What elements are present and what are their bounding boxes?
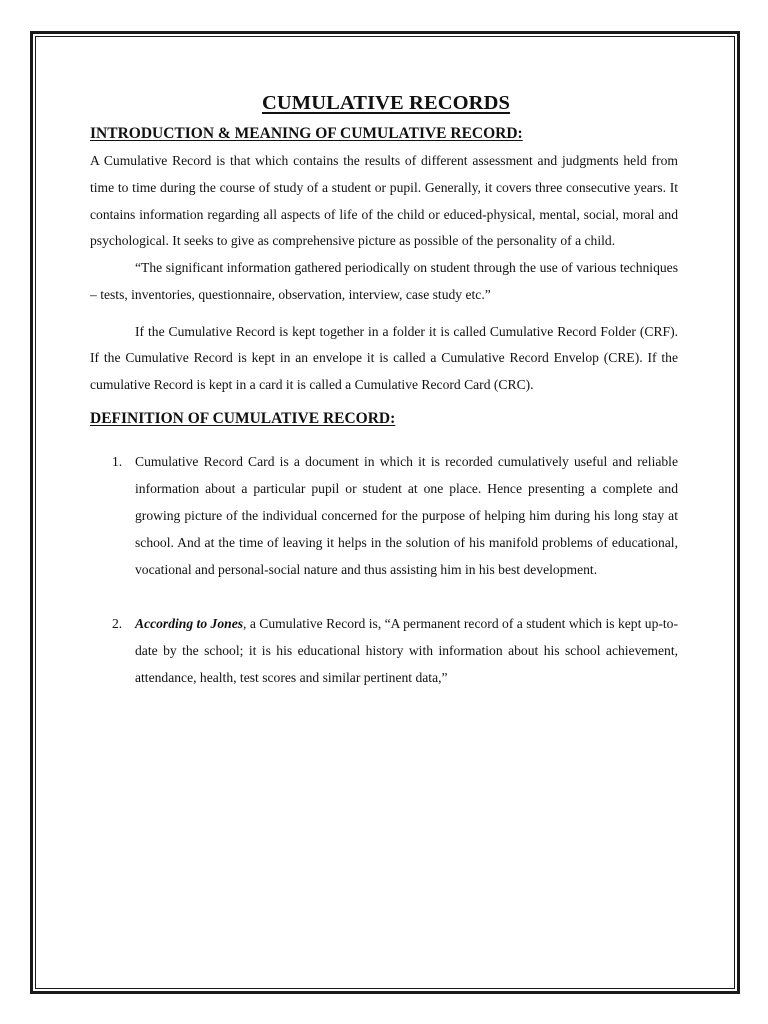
definition-list — [90, 448, 678, 691]
definition-heading: DEFINITION OF CUMULATIVE RECORD: — [90, 409, 396, 427]
list-item-text: Cumulative Record Card is a document in which it is recorded cumulatively useful and reliable information about a particular pupil or student at one place. Hence presenting a complete and growing picture of the individual concerned for the purpose of helping him during his long stay at school. And at the time of leaving it helps in the solution of his manifold problems of educational, vocational and personal-social nature and thus assisting him in his best development. — [135, 454, 678, 578]
list-item-number: 2. — [112, 616, 123, 632]
list-item — [90, 448, 678, 583]
list-item — [90, 610, 678, 691]
list-item-text: , a Cumulative Record is, “A permanent record of a student which is kept up-to-date by the school; it is his educational history with information about his school achievement, attendance, health, test scores and similar pertinent data,” — [135, 616, 678, 686]
folder-paragraph: If the Cumulative Record is kept together in a folder it is called Cumulative Record Folder (CRF). If the Cumulative Record is kept in an envelope it is called a Cumulative Record Envelop (CRE). If the cumulative Record is kept in a card it is called a Cumulative Record Card (CRC). — [90, 323, 678, 392]
list-item-emphasis: According to Jones — [135, 616, 244, 632]
list-item-number: 1. — [112, 454, 123, 470]
page-title: CUMULATIVE RECORDS — [261, 92, 510, 114]
quote-paragraph: “The significant information gathered periodically on student through the use of various techniques – tests, inventories, questionnaire, observation, interview, case study etc.” — [90, 260, 678, 302]
document-body — [90, 92, 678, 691]
intro-heading: INTRODUCTION & MEANING OF CUMULATIVE RECORD: — [90, 125, 523, 142]
intro-paragraph: A Cumulative Record is that which contains the results of different assessment and judgments held from time to time during the course of study of a student or pupil. Generally, it covers three consecutive years. It contains information regarding all aspects of life of the child or educed-physical, mental, social, moral and psychological. It seeks to give as comprehensive picture as possible of the personality of a child. — [90, 153, 678, 249]
